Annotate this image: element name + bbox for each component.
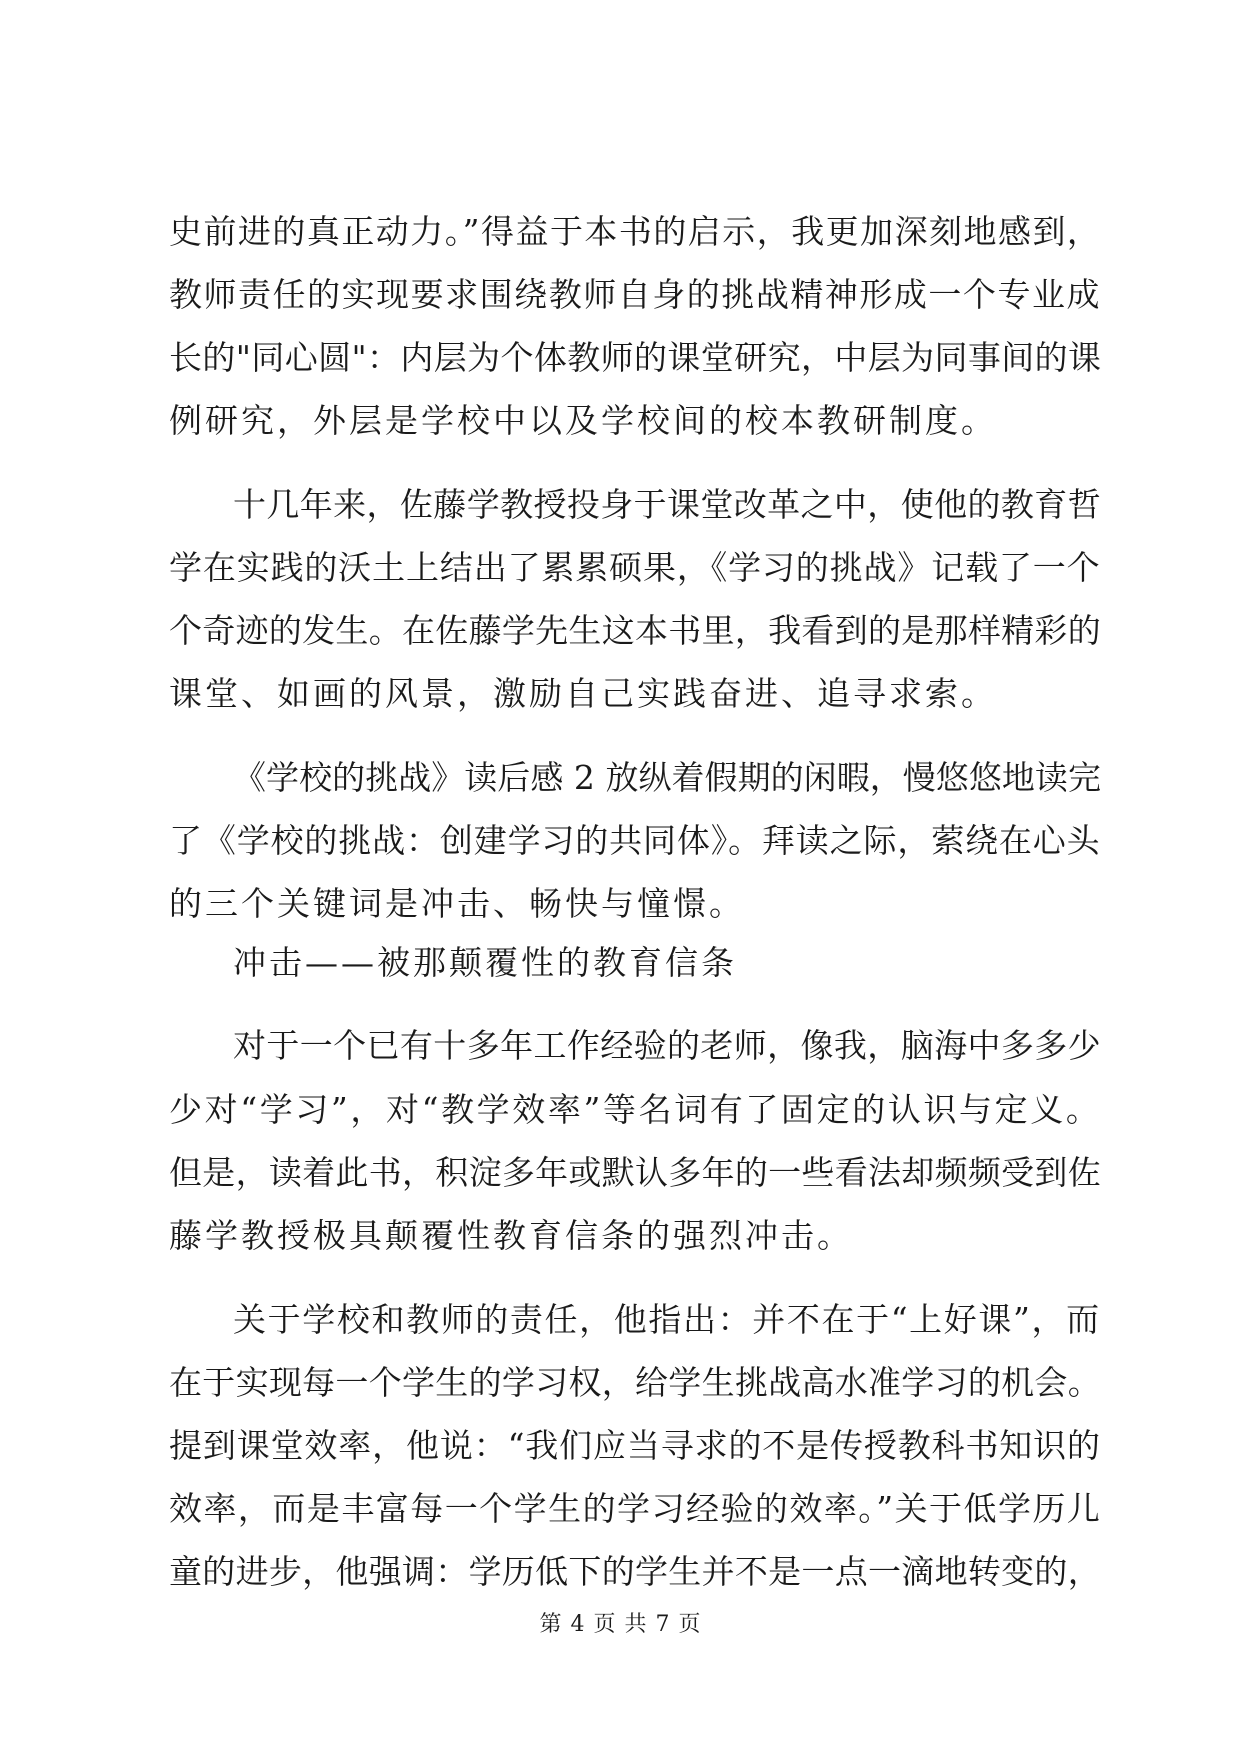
text-line: 学在实践的沃土上结出了累累硕果，《学习的挑战》记载了一个: [169, 548, 1101, 587]
text-line: 例研究，外层是学校中以及学校间的校本教研制度。: [169, 401, 997, 440]
text-line: 课堂、如画的风景，激励自己实践奋进、追寻求索。: [169, 674, 997, 713]
text-line: 效率，而是丰富每一个学生的学习经验的效率。”关于低学历儿: [169, 1489, 1102, 1528]
text-line: 少对“学习”，对“教学效率”等名词有了固定的认识与定义。: [169, 1090, 1102, 1129]
paragraph-start-line: 对于一个已有十多年工作经验的老师，像我，脑海中多多少: [233, 1026, 1101, 1065]
text-line: 藤学教授极具颠覆性教育信条的强烈冲击。: [169, 1216, 853, 1255]
text-line: 但是，读着此书，积淀多年或默认多年的一些看法却频频受到佐: [169, 1153, 1101, 1192]
text-line: 个奇迹的发生。在佐藤学先生这本书里，我看到的是那样精彩的: [169, 611, 1101, 650]
paragraph-start-line: 《学校的挑战》读后感 2 放纵着假期的闲暇，慢悠悠地读完: [233, 758, 1101, 797]
text-line: 在于实现每一个学生的学习权，给学生挑战高水准学习的机会。: [169, 1363, 1101, 1402]
paragraph-start-line: 关于学校和教师的责任，他指出：并不在于“上好课”，而: [233, 1300, 1101, 1339]
section-heading: 冲击——被那颠覆性的教育信条: [233, 943, 737, 982]
text-line: 了《学校的挑战：创建学习的共同体》。拜读之际，萦绕在心头: [169, 821, 1101, 860]
paragraph-start-line: 十几年来，佐藤学教授投身于课堂改革之中，使他的教育哲: [233, 485, 1101, 524]
text-line: 童的进步，他强调：学历低下的学生并不是一点一滴地转变的，: [169, 1552, 1101, 1591]
text-line: 长的"同心圆"：内层为个体教师的课堂研究，中层为同事间的课: [169, 338, 1102, 377]
text-line: 教师责任的实现要求围绕教师自身的挑战精神形成一个专业成: [169, 275, 1101, 314]
text-line: 史前进的真正动力。”得益于本书的启示，我更加深刻地感到，: [169, 212, 1102, 251]
page-number-footer: 第 4 页 共 7 页: [539, 1612, 702, 1637]
text-line: 的三个关键词是冲击、畅快与憧憬。: [169, 884, 745, 923]
text-line: 提到课堂效率，他说：“我们应当寻求的不是传授教科书知识的: [169, 1426, 1101, 1465]
